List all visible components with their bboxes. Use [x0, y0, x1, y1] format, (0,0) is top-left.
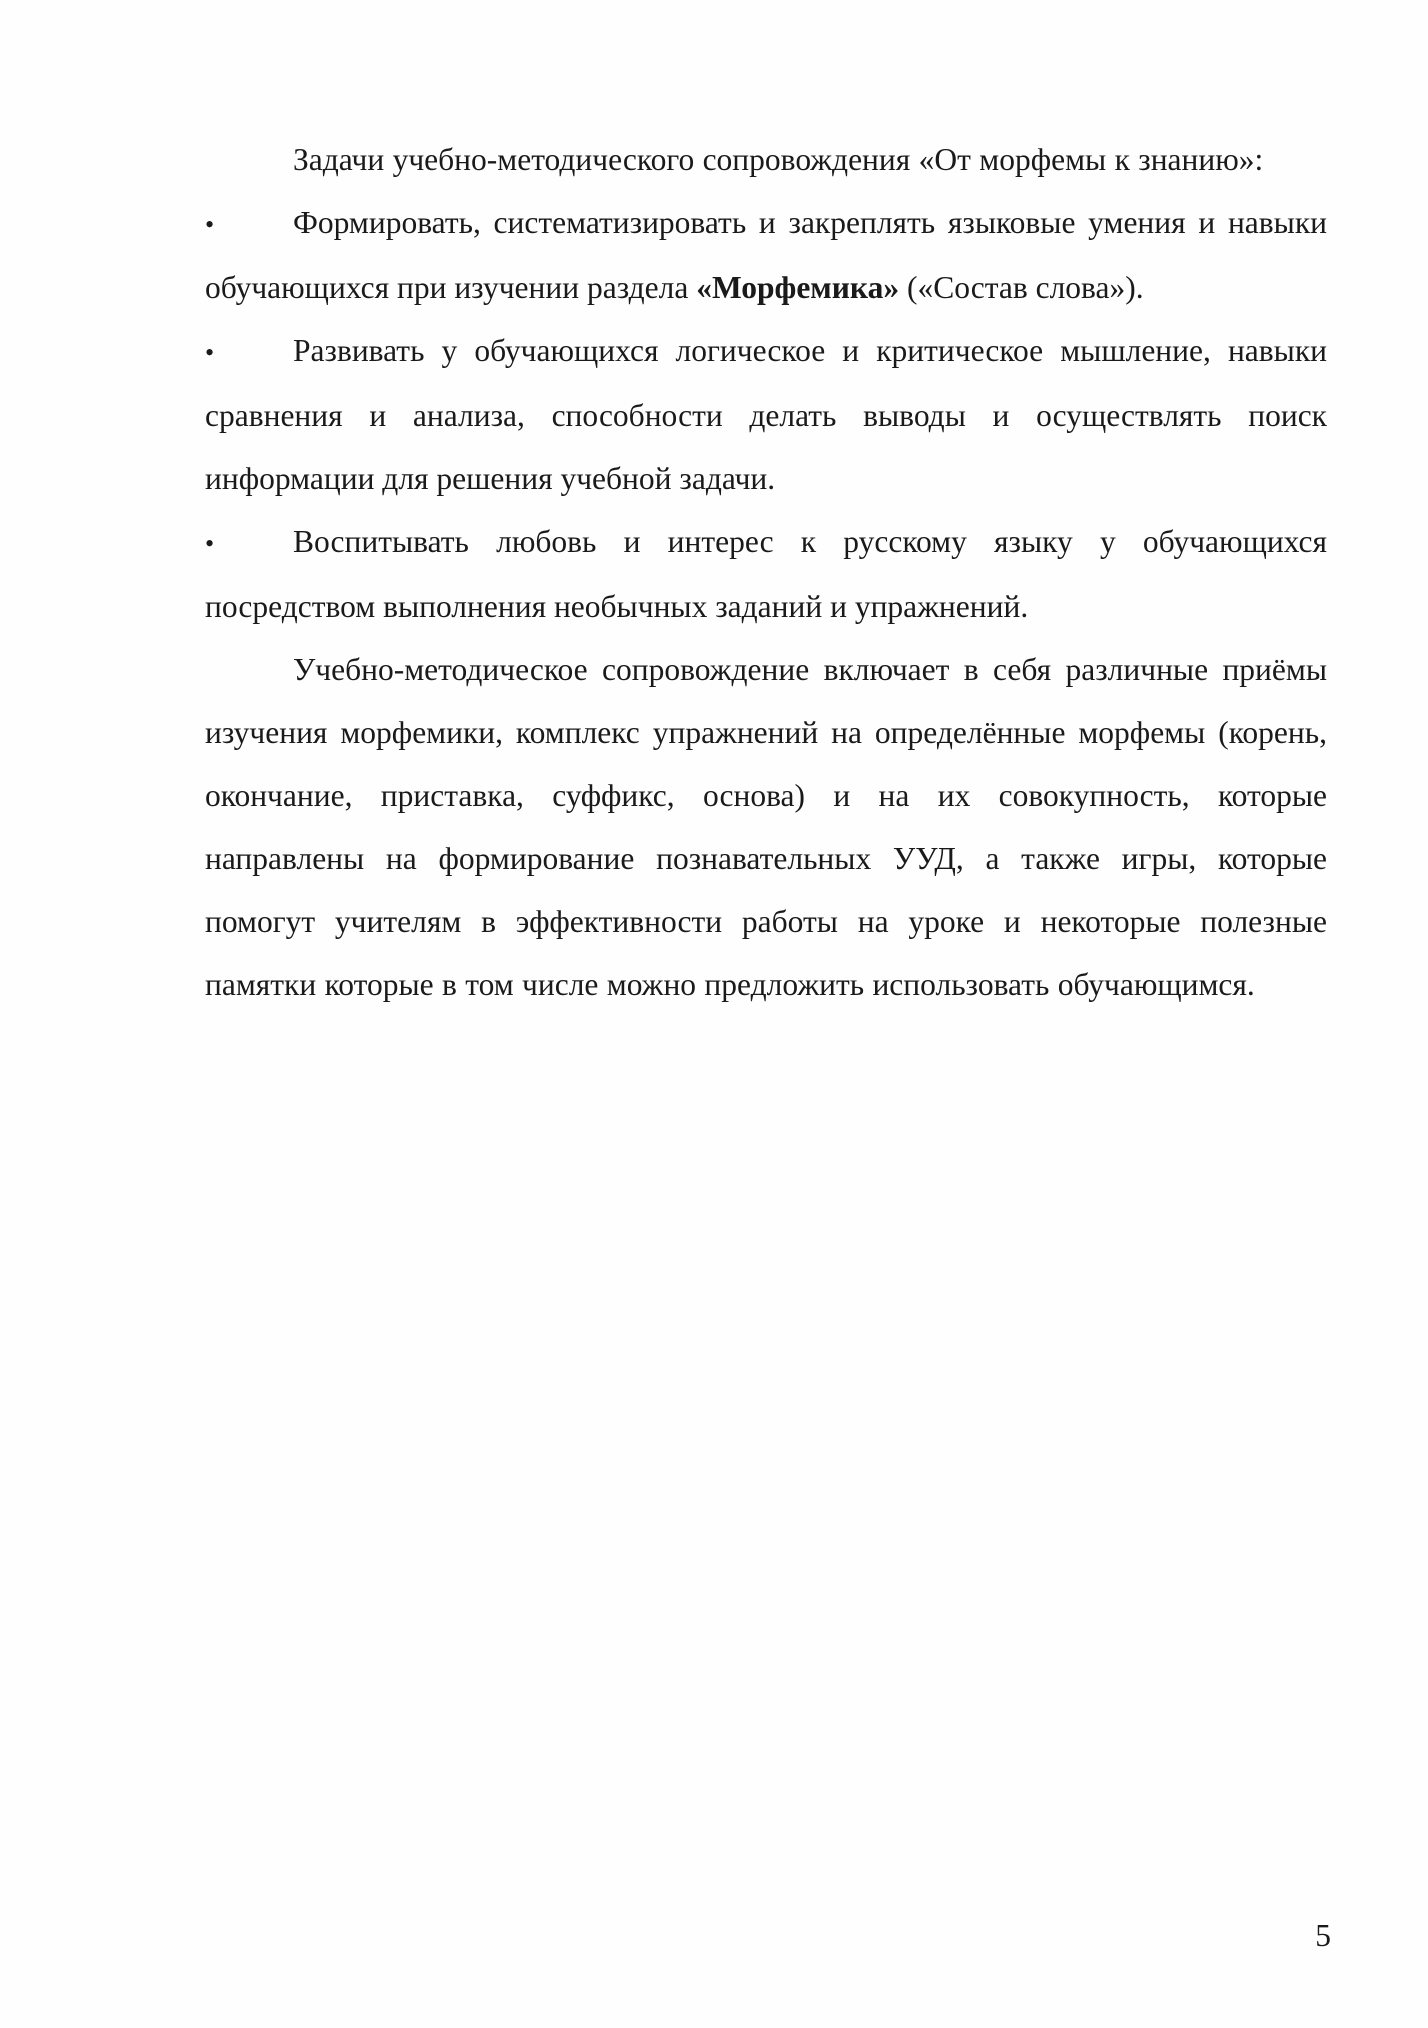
bullet-1-text-after-bold: («Состав слова»).	[899, 270, 1144, 305]
bullet-2-text: Развивать у обучающихся логическое и критическое мышление, навыки сравнения и анализа, способности делать выводы и осуществлять поиск информации для решения учебной задачи.	[205, 333, 1327, 496]
bullet-3-text: Воспитывать любовь и интерес к русскому языку у обучающихся посредством выполнения необычных заданий и упражнений.	[205, 524, 1327, 624]
bullet-marker-icon: •	[205, 338, 215, 367]
bullet-2	[205, 319, 1327, 510]
bullet-1-text-before-bold: Формировать, систематизировать и закреплять языковые умения и навыки обучающихся при изучении раздела	[205, 205, 1327, 305]
bullet-marker-icon: •	[205, 210, 215, 239]
intro-paragraph: Задачи учебно-методического сопровождения «От морфемы к знанию»:	[293, 142, 1264, 177]
page-number: 5	[1315, 1918, 1331, 1953]
bullet-3	[205, 510, 1327, 638]
closing-paragraph: Учебно-методическое сопровождение включает в себя различные приёмы изучения морфемики, комплекс упражнений на определённые морфемы (корень, окончание, приставка, суффикс, основа) и на их совокупность, которые направлены на формирование познавательных УУД, а также игры, которые помогут учителям в эффективности работы на уроке и некоторые полезные памятки которые в том числе можно предложить использовать обучающимся.	[205, 652, 1327, 1002]
bullet-1	[205, 191, 1327, 319]
page-body	[205, 128, 1327, 1016]
bullet-marker-icon: •	[205, 529, 215, 558]
bullet-1-bold-term: «Морфемика»	[696, 270, 900, 305]
